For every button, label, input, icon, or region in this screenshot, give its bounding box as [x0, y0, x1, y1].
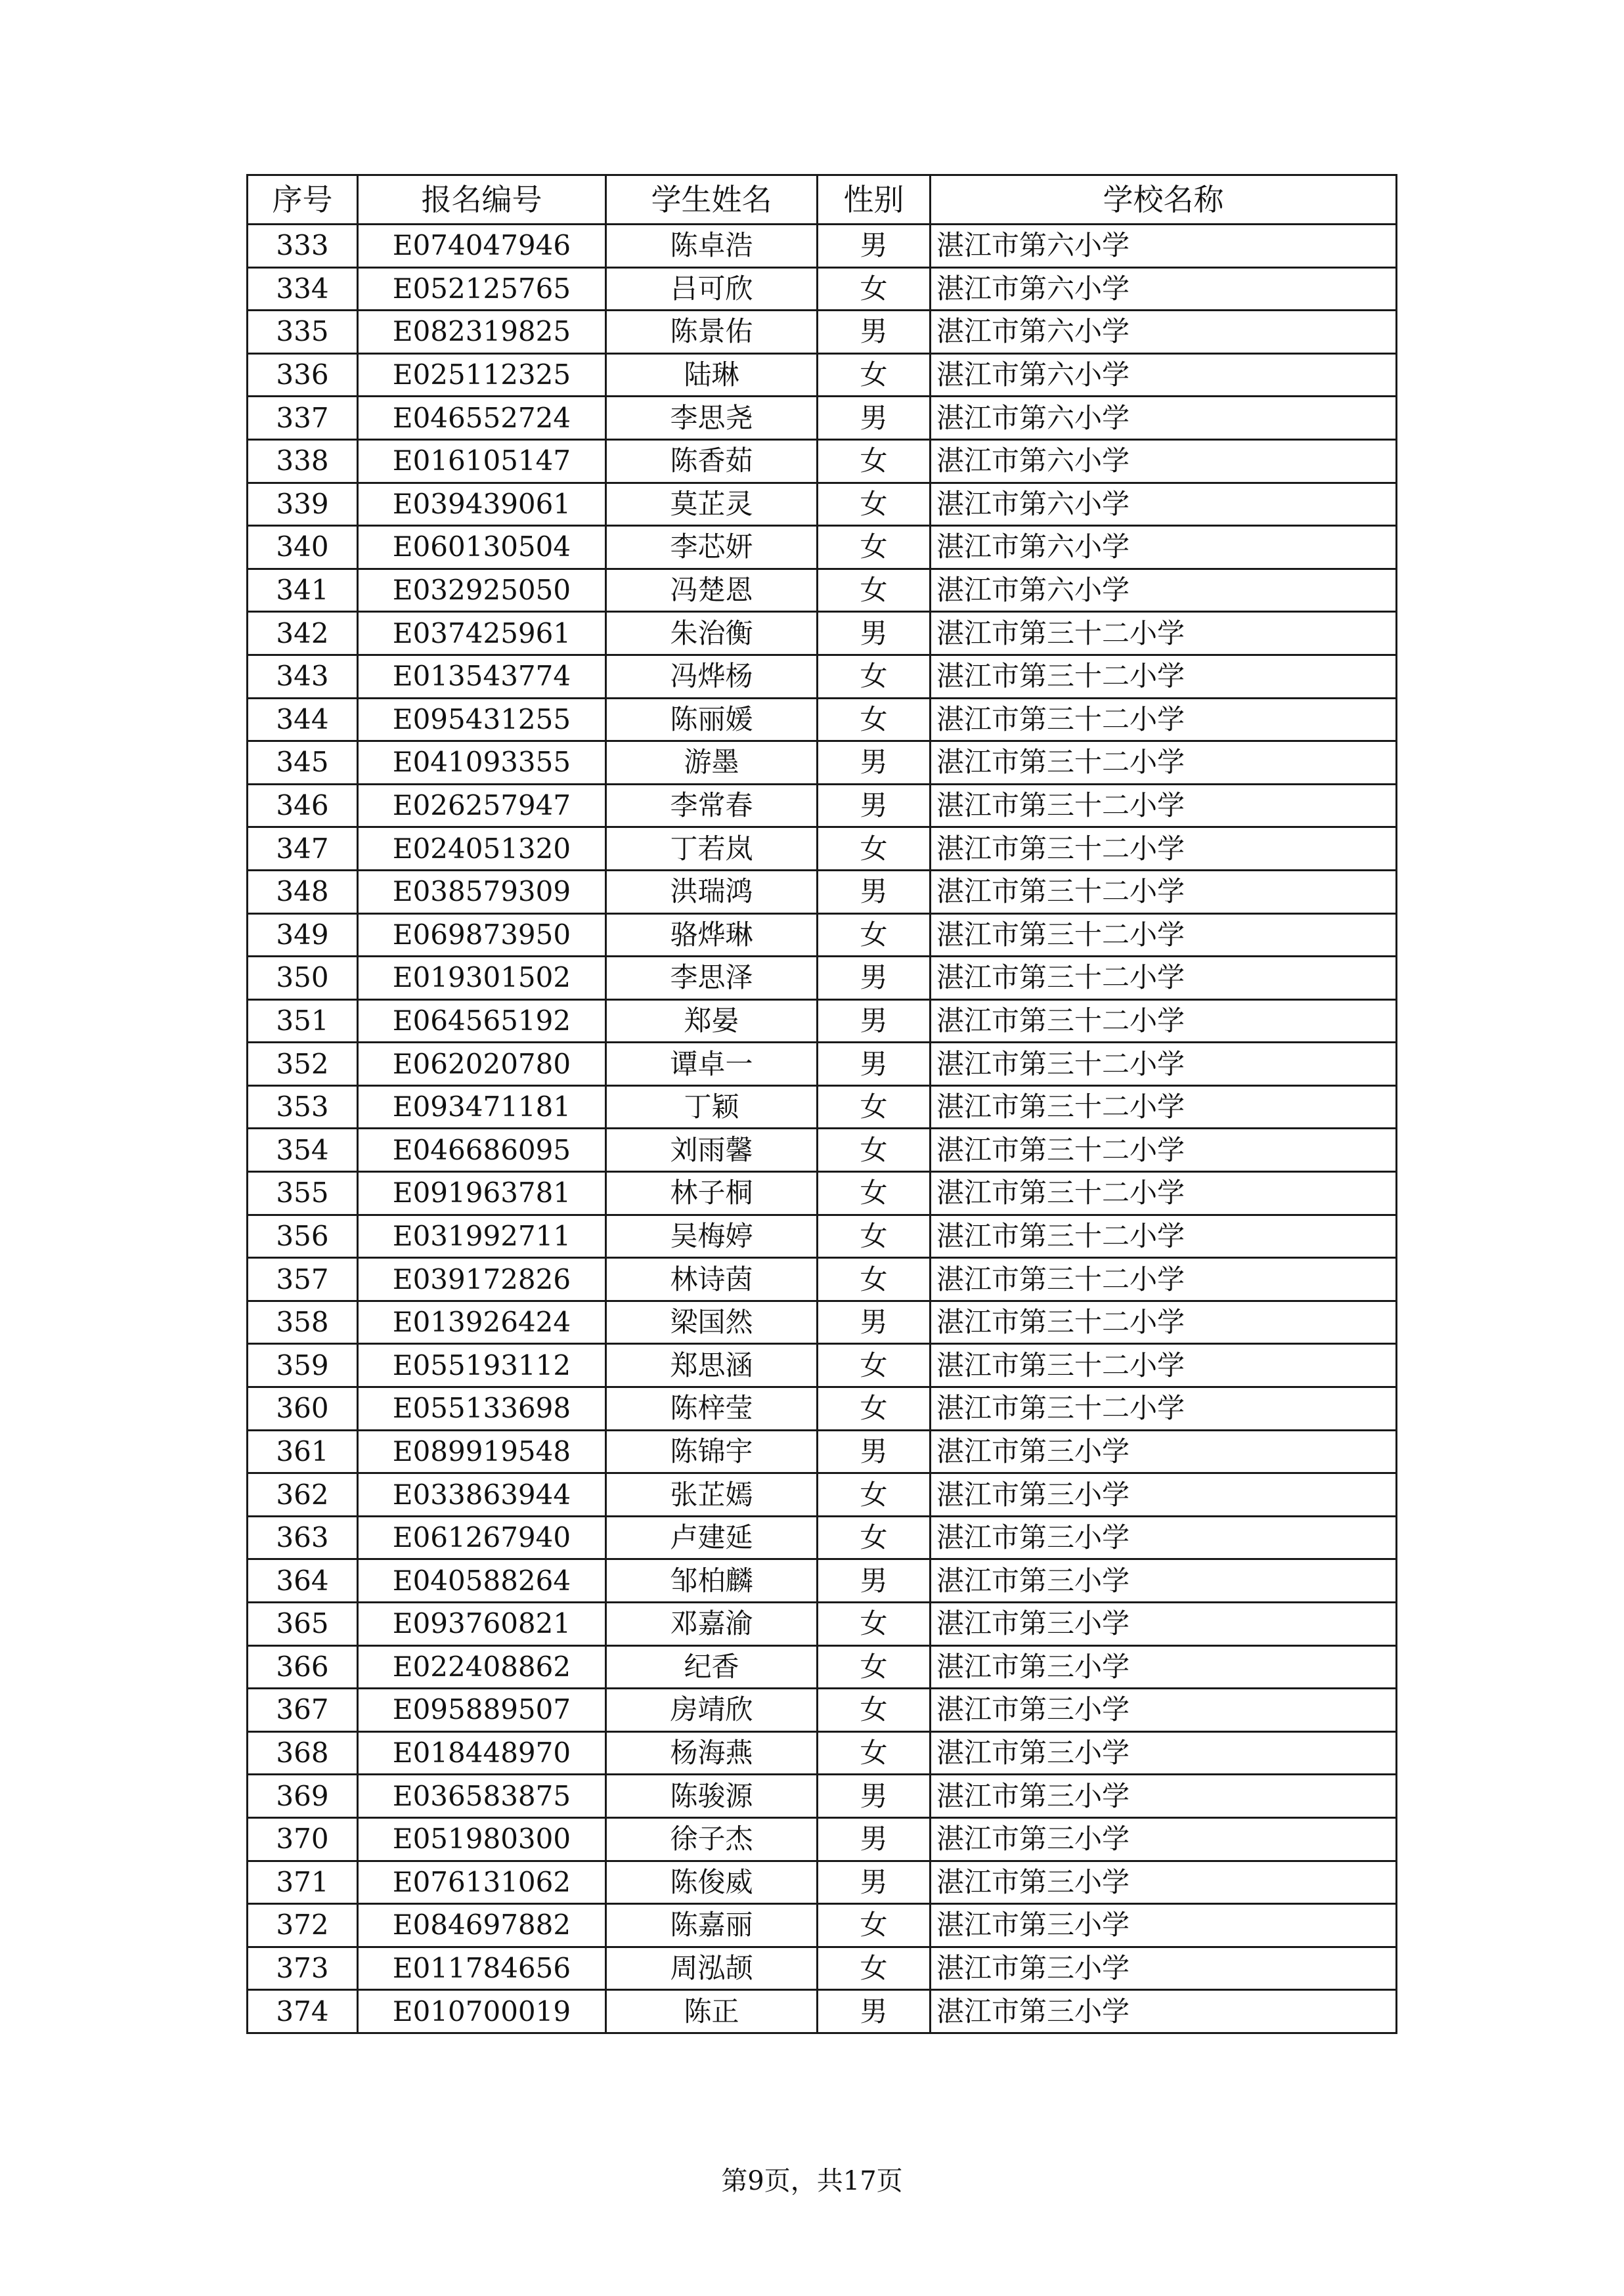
- cell-registration-id: E039439061: [358, 483, 606, 526]
- cell-serial-number: 336: [248, 353, 358, 397]
- cell-registration-id: E010700019: [358, 1990, 606, 2033]
- table-header-row: [248, 175, 1397, 225]
- cell-registration-id: E024051320: [358, 827, 606, 871]
- cell-school-name: 湛江市第六小学: [931, 353, 1397, 397]
- cell-student-name: 骆烨琳: [606, 913, 818, 957]
- cell-gender: 女: [818, 913, 931, 957]
- cell-registration-id: E093471181: [358, 1085, 606, 1129]
- cell-school-name: 湛江市第三十二小学: [931, 1344, 1397, 1387]
- cell-gender: 男: [818, 741, 931, 785]
- cell-gender: 男: [818, 1043, 931, 1086]
- header-student-name: 学生姓名: [606, 175, 818, 225]
- cell-school-name: 湛江市第三十二小学: [931, 827, 1397, 871]
- cell-serial-number: 347: [248, 827, 358, 871]
- cell-serial-number: 340: [248, 526, 358, 569]
- cell-gender: 女: [818, 698, 931, 741]
- cell-school-name: 湛江市第六小学: [931, 397, 1397, 440]
- cell-gender: 男: [818, 1301, 931, 1344]
- table-row: [248, 612, 1397, 655]
- cell-student-name: 梁国然: [606, 1301, 818, 1344]
- cell-student-name: 李常春: [606, 784, 818, 827]
- cell-school-name: 湛江市第三小学: [931, 1603, 1397, 1646]
- cell-registration-id: E095889507: [358, 1689, 606, 1732]
- cell-gender: 女: [818, 267, 931, 311]
- cell-serial-number: 335: [248, 311, 358, 354]
- cell-serial-number: 343: [248, 655, 358, 698]
- cell-student-name: 卢建延: [606, 1516, 818, 1559]
- table-row: [248, 957, 1397, 1000]
- cell-gender: 女: [818, 1689, 931, 1732]
- cell-serial-number: 363: [248, 1516, 358, 1559]
- cell-serial-number: 346: [248, 784, 358, 827]
- cell-student-name: 莫芷灵: [606, 483, 818, 526]
- cell-serial-number: 344: [248, 698, 358, 741]
- table-row: [248, 913, 1397, 957]
- cell-registration-id: E064565192: [358, 999, 606, 1043]
- cell-registration-id: E016105147: [358, 439, 606, 483]
- cell-student-name: 李思尧: [606, 397, 818, 440]
- cell-student-name: 陈正: [606, 1990, 818, 2033]
- cell-serial-number: 333: [248, 225, 358, 268]
- cell-registration-id: E055133698: [358, 1387, 606, 1431]
- cell-serial-number: 341: [248, 569, 358, 612]
- table-row: [248, 569, 1397, 612]
- cell-student-name: 李思泽: [606, 957, 818, 1000]
- cell-registration-id: E091963781: [358, 1172, 606, 1215]
- cell-student-name: 冯楚恩: [606, 569, 818, 612]
- cell-student-name: 陈卓浩: [606, 225, 818, 268]
- cell-student-name: 周泓颉: [606, 1947, 818, 1990]
- cell-school-name: 湛江市第六小学: [931, 526, 1397, 569]
- cell-gender: 男: [818, 1559, 931, 1603]
- cell-school-name: 湛江市第三十二小学: [931, 913, 1397, 957]
- cell-registration-id: E089919548: [358, 1430, 606, 1473]
- cell-serial-number: 366: [248, 1645, 358, 1689]
- cell-gender: 女: [818, 1215, 931, 1258]
- table-row: [248, 1387, 1397, 1431]
- cell-school-name: 湛江市第三十二小学: [931, 655, 1397, 698]
- cell-serial-number: 369: [248, 1775, 358, 1818]
- table-body: [248, 225, 1397, 2033]
- cell-gender: 女: [818, 1473, 931, 1517]
- cell-gender: 女: [818, 526, 931, 569]
- cell-serial-number: 370: [248, 1817, 358, 1861]
- table-row: [248, 655, 1397, 698]
- cell-registration-id: E095431255: [358, 698, 606, 741]
- cell-school-name: 湛江市第六小学: [931, 569, 1397, 612]
- table-row: [248, 353, 1397, 397]
- cell-serial-number: 364: [248, 1559, 358, 1603]
- table-row: [248, 1861, 1397, 1904]
- table-row: [248, 1172, 1397, 1215]
- table-row: [248, 1559, 1397, 1603]
- header-school-name: 学校名称: [931, 175, 1397, 225]
- cell-gender: 男: [818, 612, 931, 655]
- cell-student-name: 吴梅婷: [606, 1215, 818, 1258]
- cell-student-name: 陆琳: [606, 353, 818, 397]
- cell-school-name: 湛江市第三十二小学: [931, 741, 1397, 785]
- cell-student-name: 郑晏: [606, 999, 818, 1043]
- cell-serial-number: 354: [248, 1129, 358, 1172]
- cell-registration-id: E055193112: [358, 1344, 606, 1387]
- cell-registration-id: E069873950: [358, 913, 606, 957]
- cell-registration-id: E039172826: [358, 1258, 606, 1301]
- table-row: [248, 741, 1397, 785]
- cell-serial-number: 339: [248, 483, 358, 526]
- cell-serial-number: 373: [248, 1947, 358, 1990]
- header-gender: 性别: [818, 175, 931, 225]
- cell-gender: 女: [818, 655, 931, 698]
- cell-gender: 女: [818, 1904, 931, 1947]
- table-row: [248, 1775, 1397, 1818]
- cell-gender: 女: [818, 1645, 931, 1689]
- cell-gender: 男: [818, 1817, 931, 1861]
- cell-school-name: 湛江市第三小学: [931, 1904, 1397, 1947]
- cell-gender: 女: [818, 353, 931, 397]
- cell-student-name: 林子桐: [606, 1172, 818, 1215]
- cell-serial-number: 337: [248, 397, 358, 440]
- cell-registration-id: E082319825: [358, 311, 606, 354]
- cell-student-name: 李芯妍: [606, 526, 818, 569]
- cell-school-name: 湛江市第三小学: [931, 1645, 1397, 1689]
- cell-registration-id: E052125765: [358, 267, 606, 311]
- cell-registration-id: E074047946: [358, 225, 606, 268]
- cell-registration-id: E026257947: [358, 784, 606, 827]
- cell-student-name: 吕可欣: [606, 267, 818, 311]
- cell-school-name: 湛江市第三小学: [931, 1689, 1397, 1732]
- cell-registration-id: E013543774: [358, 655, 606, 698]
- cell-gender: 男: [818, 1990, 931, 2033]
- cell-serial-number: 351: [248, 999, 358, 1043]
- cell-serial-number: 342: [248, 612, 358, 655]
- header-registration-id: 报名编号: [358, 175, 606, 225]
- cell-student-name: 徐子杰: [606, 1817, 818, 1861]
- cell-school-name: 湛江市第三十二小学: [931, 612, 1397, 655]
- cell-student-name: 冯烨杨: [606, 655, 818, 698]
- cell-gender: 男: [818, 957, 931, 1000]
- cell-serial-number: 368: [248, 1731, 358, 1775]
- cell-serial-number: 350: [248, 957, 358, 1000]
- cell-gender: 男: [818, 225, 931, 268]
- cell-registration-id: E061267940: [358, 1516, 606, 1559]
- cell-school-name: 湛江市第六小学: [931, 483, 1397, 526]
- table-row: [248, 1043, 1397, 1086]
- cell-serial-number: 352: [248, 1043, 358, 1086]
- cell-serial-number: 338: [248, 439, 358, 483]
- cell-registration-id: E076131062: [358, 1861, 606, 1904]
- cell-registration-id: E036583875: [358, 1775, 606, 1818]
- cell-gender: 女: [818, 439, 931, 483]
- cell-gender: 女: [818, 1258, 931, 1301]
- cell-registration-id: E031992711: [358, 1215, 606, 1258]
- cell-registration-id: E040588264: [358, 1559, 606, 1603]
- cell-student-name: 陈俊威: [606, 1861, 818, 1904]
- cell-student-name: 陈锦宇: [606, 1430, 818, 1473]
- cell-school-name: 湛江市第六小学: [931, 267, 1397, 311]
- cell-serial-number: 356: [248, 1215, 358, 1258]
- cell-serial-number: 367: [248, 1689, 358, 1732]
- cell-student-name: 陈丽媛: [606, 698, 818, 741]
- table-row: [248, 870, 1397, 913]
- cell-school-name: 湛江市第三十二小学: [931, 1085, 1397, 1129]
- cell-student-name: 陈香茹: [606, 439, 818, 483]
- cell-school-name: 湛江市第三十二小学: [931, 1129, 1397, 1172]
- cell-school-name: 湛江市第三十二小学: [931, 1043, 1397, 1086]
- cell-student-name: 洪瑞鸿: [606, 870, 818, 913]
- cell-school-name: 湛江市第三小学: [931, 1516, 1397, 1559]
- cell-student-name: 丁若岚: [606, 827, 818, 871]
- cell-gender: 男: [818, 397, 931, 440]
- cell-school-name: 湛江市第三小学: [931, 1731, 1397, 1775]
- table-row: [248, 1645, 1397, 1689]
- cell-serial-number: 362: [248, 1473, 358, 1517]
- cell-student-name: 郑思涵: [606, 1344, 818, 1387]
- cell-serial-number: 357: [248, 1258, 358, 1301]
- table-row: [248, 1301, 1397, 1344]
- cell-school-name: 湛江市第三十二小学: [931, 870, 1397, 913]
- cell-serial-number: 348: [248, 870, 358, 913]
- cell-registration-id: E018448970: [358, 1731, 606, 1775]
- cell-gender: 女: [818, 1129, 931, 1172]
- student-list-table: [246, 174, 1397, 2034]
- cell-gender: 女: [818, 483, 931, 526]
- cell-gender: 男: [818, 784, 931, 827]
- cell-registration-id: E060130504: [358, 526, 606, 569]
- table-row: [248, 1689, 1397, 1732]
- cell-student-name: 陈景佑: [606, 311, 818, 354]
- cell-student-name: 陈嘉丽: [606, 1904, 818, 1947]
- cell-student-name: 纪香: [606, 1645, 818, 1689]
- page-number: 第9页，共17页: [721, 2166, 903, 2196]
- cell-student-name: 房靖欣: [606, 1689, 818, 1732]
- cell-registration-id: E051980300: [358, 1817, 606, 1861]
- cell-gender: 女: [818, 827, 931, 871]
- cell-serial-number: 365: [248, 1603, 358, 1646]
- cell-registration-id: E046686095: [358, 1129, 606, 1172]
- cell-school-name: 湛江市第三十二小学: [931, 1172, 1397, 1215]
- cell-registration-id: E037425961: [358, 612, 606, 655]
- table-row: [248, 1731, 1397, 1775]
- cell-registration-id: E032925050: [358, 569, 606, 612]
- table-row: [248, 827, 1397, 871]
- cell-serial-number: 353: [248, 1085, 358, 1129]
- cell-gender: 男: [818, 1430, 931, 1473]
- cell-school-name: 湛江市第三十二小学: [931, 1301, 1397, 1344]
- cell-student-name: 丁颖: [606, 1085, 818, 1129]
- cell-gender: 女: [818, 1172, 931, 1215]
- cell-school-name: 湛江市第六小学: [931, 311, 1397, 354]
- table-row: [248, 784, 1397, 827]
- table-row: [248, 1129, 1397, 1172]
- table-row: [248, 225, 1397, 268]
- table-row: [248, 439, 1397, 483]
- cell-school-name: 湛江市第三小学: [931, 1473, 1397, 1517]
- cell-gender: 女: [818, 1603, 931, 1646]
- cell-school-name: 湛江市第六小学: [931, 439, 1397, 483]
- cell-school-name: 湛江市第三十二小学: [931, 1387, 1397, 1431]
- cell-registration-id: E084697882: [358, 1904, 606, 1947]
- cell-school-name: 湛江市第三十二小学: [931, 999, 1397, 1043]
- table-row: [248, 1258, 1397, 1301]
- cell-school-name: 湛江市第三小学: [931, 1947, 1397, 1990]
- cell-serial-number: 360: [248, 1387, 358, 1431]
- table-row: [248, 999, 1397, 1043]
- table-row: [248, 483, 1397, 526]
- cell-gender: 女: [818, 1947, 931, 1990]
- cell-gender: 女: [818, 1516, 931, 1559]
- table-row: [248, 1904, 1397, 1947]
- table-row: [248, 698, 1397, 741]
- cell-school-name: 湛江市第三十二小学: [931, 1215, 1397, 1258]
- cell-school-name: 湛江市第三十二小学: [931, 784, 1397, 827]
- cell-registration-id: E038579309: [358, 870, 606, 913]
- cell-school-name: 湛江市第六小学: [931, 225, 1397, 268]
- cell-gender: 女: [818, 1731, 931, 1775]
- cell-school-name: 湛江市第三十二小学: [931, 1258, 1397, 1301]
- cell-student-name: 游墨: [606, 741, 818, 785]
- cell-gender: 女: [818, 569, 931, 612]
- cell-gender: 男: [818, 999, 931, 1043]
- cell-serial-number: 355: [248, 1172, 358, 1215]
- cell-serial-number: 359: [248, 1344, 358, 1387]
- table-row: [248, 1516, 1397, 1559]
- cell-school-name: 湛江市第三小学: [931, 1775, 1397, 1818]
- cell-gender: 男: [818, 1775, 931, 1818]
- table-row: [248, 526, 1397, 569]
- cell-registration-id: E022408862: [358, 1645, 606, 1689]
- cell-student-name: 邹柏麟: [606, 1559, 818, 1603]
- cell-student-name: 刘雨馨: [606, 1129, 818, 1172]
- table-row: [248, 1990, 1397, 2033]
- table-row: [248, 1603, 1397, 1646]
- table-row: [248, 1430, 1397, 1473]
- cell-student-name: 谭卓一: [606, 1043, 818, 1086]
- table-row: [248, 1473, 1397, 1517]
- cell-serial-number: 334: [248, 267, 358, 311]
- cell-school-name: 湛江市第三小学: [931, 1559, 1397, 1603]
- cell-school-name: 湛江市第三小学: [931, 1430, 1397, 1473]
- table-row: [248, 397, 1397, 440]
- table-row: [248, 1085, 1397, 1129]
- cell-registration-id: E041093355: [358, 741, 606, 785]
- cell-student-name: 邓嘉渝: [606, 1603, 818, 1646]
- cell-serial-number: 374: [248, 1990, 358, 2033]
- cell-gender: 男: [818, 870, 931, 913]
- table-row: [248, 1947, 1397, 1990]
- cell-gender: 男: [818, 311, 931, 354]
- cell-student-name: 陈骏源: [606, 1775, 818, 1818]
- cell-serial-number: 371: [248, 1861, 358, 1904]
- table-row: [248, 1817, 1397, 1861]
- cell-gender: 女: [818, 1344, 931, 1387]
- table-row: [248, 311, 1397, 354]
- table-row: [248, 267, 1397, 311]
- cell-school-name: 湛江市第三小学: [931, 1861, 1397, 1904]
- cell-serial-number: 345: [248, 741, 358, 785]
- cell-school-name: 湛江市第三十二小学: [931, 957, 1397, 1000]
- cell-gender: 男: [818, 1861, 931, 1904]
- cell-gender: 女: [818, 1085, 931, 1129]
- cell-registration-id: E062020780: [358, 1043, 606, 1086]
- cell-serial-number: 349: [248, 913, 358, 957]
- cell-serial-number: 358: [248, 1301, 358, 1344]
- header-serial-number: 序号: [248, 175, 358, 225]
- cell-registration-id: E019301502: [358, 957, 606, 1000]
- cell-student-name: 张芷嫣: [606, 1473, 818, 1517]
- cell-gender: 女: [818, 1387, 931, 1431]
- cell-serial-number: 372: [248, 1904, 358, 1947]
- cell-registration-id: E093760821: [358, 1603, 606, 1646]
- cell-registration-id: E046552724: [358, 397, 606, 440]
- cell-registration-id: E025112325: [358, 353, 606, 397]
- cell-registration-id: E011784656: [358, 1947, 606, 1990]
- cell-student-name: 陈梓莹: [606, 1387, 818, 1431]
- cell-registration-id: E033863944: [358, 1473, 606, 1517]
- cell-school-name: 湛江市第三小学: [931, 1817, 1397, 1861]
- cell-student-name: 朱治衡: [606, 612, 818, 655]
- cell-student-name: 杨海燕: [606, 1731, 818, 1775]
- cell-student-name: 林诗茵: [606, 1258, 818, 1301]
- table-row: [248, 1344, 1397, 1387]
- table-row: [248, 1215, 1397, 1258]
- cell-registration-id: E013926424: [358, 1301, 606, 1344]
- cell-serial-number: 361: [248, 1430, 358, 1473]
- cell-school-name: 湛江市第三小学: [931, 1990, 1397, 2033]
- cell-school-name: 湛江市第三十二小学: [931, 698, 1397, 741]
